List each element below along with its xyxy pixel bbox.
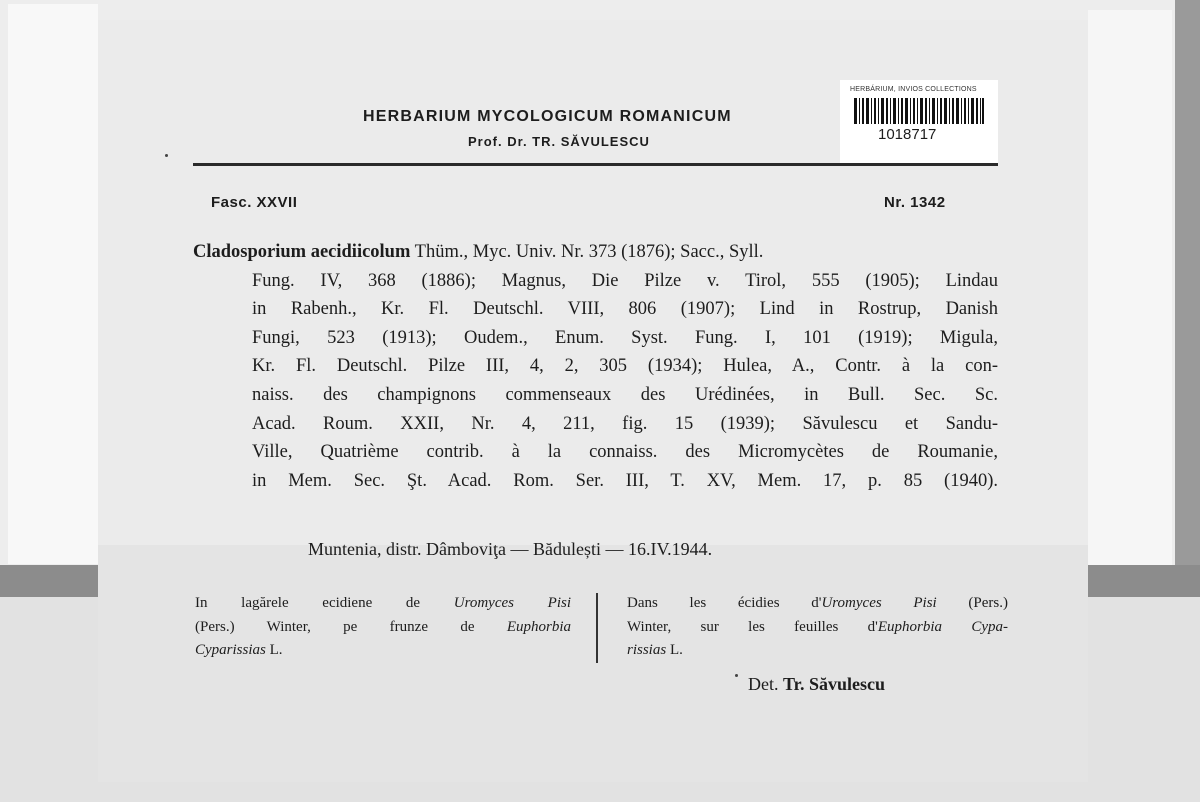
herbarium-subtitle: Prof. Dr. TR. SĂVULESCU xyxy=(468,134,650,149)
habitat-text: L. xyxy=(265,642,283,658)
habitat-text: L. xyxy=(666,642,683,658)
host-plant: Euphorbia Cypa- xyxy=(877,618,1008,635)
citation-line: Fung. IV, 368 (1886); Magnus, Die Pilze v. Tirol, 555 (1905); Lindau xyxy=(252,270,998,291)
habitat-romanian xyxy=(195,592,571,663)
citation-line: Kr. Fl. Deutschl. Pilze III, 4, 2, 305 (1934); Hulea, A., Contr. à la con- xyxy=(252,356,998,377)
paper-strip-right xyxy=(1088,10,1172,565)
habitat-line xyxy=(627,616,1008,640)
habitat-text: (Pers.) Winter, pe frunze de xyxy=(195,618,507,635)
herbarium-title: HERBARIUM MYCOLOGICUM ROMANICUM xyxy=(363,108,732,125)
habitat-line xyxy=(195,592,571,616)
habitat-line xyxy=(627,639,1008,663)
host-plant-species: Cyparissias xyxy=(195,642,266,658)
barcode-number: 1018717 xyxy=(878,126,937,143)
header-rule xyxy=(193,163,998,166)
paper-strip-left xyxy=(8,4,98,564)
citation-line: naiss. des champignons commenseaux des Urédinées, in Bull. Sec. Sc. xyxy=(252,384,998,405)
determiner-prefix: Det. xyxy=(748,674,783,694)
habitat-line xyxy=(627,592,1008,616)
determiner-name: Tr. Săvulescu xyxy=(783,674,886,694)
paper-speck xyxy=(735,674,738,677)
collection-locality: Muntenia, distr. Dâmboviţa — Bădulești — 16.IV.1944. xyxy=(308,539,713,559)
host-plant-species: rissias xyxy=(627,642,667,658)
citation-text: Thüm., Myc. Univ. Nr. 373 (1876); Sacc., Syll. xyxy=(410,242,764,262)
habitat-text: (Pers.) xyxy=(936,595,1009,611)
citation-line: Acad. Roum. XXII, Nr. 4, 211, fig. 15 (1939); Săvulescu et Sandu- xyxy=(252,413,998,434)
citation-line xyxy=(193,238,998,267)
species-name: Cladosporium aecidiicolum xyxy=(193,242,411,262)
exsiccata-number: Nr. 1342 xyxy=(884,194,946,211)
citation-line: Ville, Quatrième contrib. à la connaiss. des Micromycètes de Roumanie, xyxy=(252,442,998,463)
column-divider xyxy=(596,593,598,663)
fascicle-number: Fasc. XXVII xyxy=(211,194,298,211)
barcode-header: HERBÁRIUM, INVIOS COLLECTIONS xyxy=(850,86,977,93)
habitat-text: Dans les écidies d' xyxy=(627,595,822,611)
specimen-label xyxy=(98,20,1088,782)
habitat-text: In lagărele ecidiene de xyxy=(195,595,454,611)
host-fungus: Uromyces Pisi xyxy=(821,595,937,611)
label-lower-section xyxy=(98,545,1088,782)
citation-line: Fungi, 523 (1913); Oudem., Enum. Syst. Fung. I, 101 (1919); Migula, xyxy=(252,327,998,348)
barcode-bars xyxy=(854,98,984,124)
habitat-line xyxy=(195,616,571,640)
barcode-sticker xyxy=(840,80,998,164)
host-fungus: Uromyces Pisi xyxy=(453,595,571,611)
habitat-text: Winter, sur les feuilles d' xyxy=(627,618,878,635)
sheet-shadow xyxy=(1175,0,1200,595)
paper-speck xyxy=(165,154,168,157)
habitat-line xyxy=(195,639,571,663)
citation-line: in Rabenh., Kr. Fl. Deutschl. VIII, 806 (1907); Lind in Rostrup, Danish xyxy=(252,299,998,320)
habitat-french xyxy=(627,592,1008,663)
host-plant-genus: Euphorbia xyxy=(506,618,571,635)
determiner xyxy=(748,674,885,695)
species-citation xyxy=(193,238,998,495)
citation-line: in Mem. Sec. Şt. Acad. Rom. Ser. III, T. XV, Mem. 17, p. 85 (1940). xyxy=(252,470,998,491)
